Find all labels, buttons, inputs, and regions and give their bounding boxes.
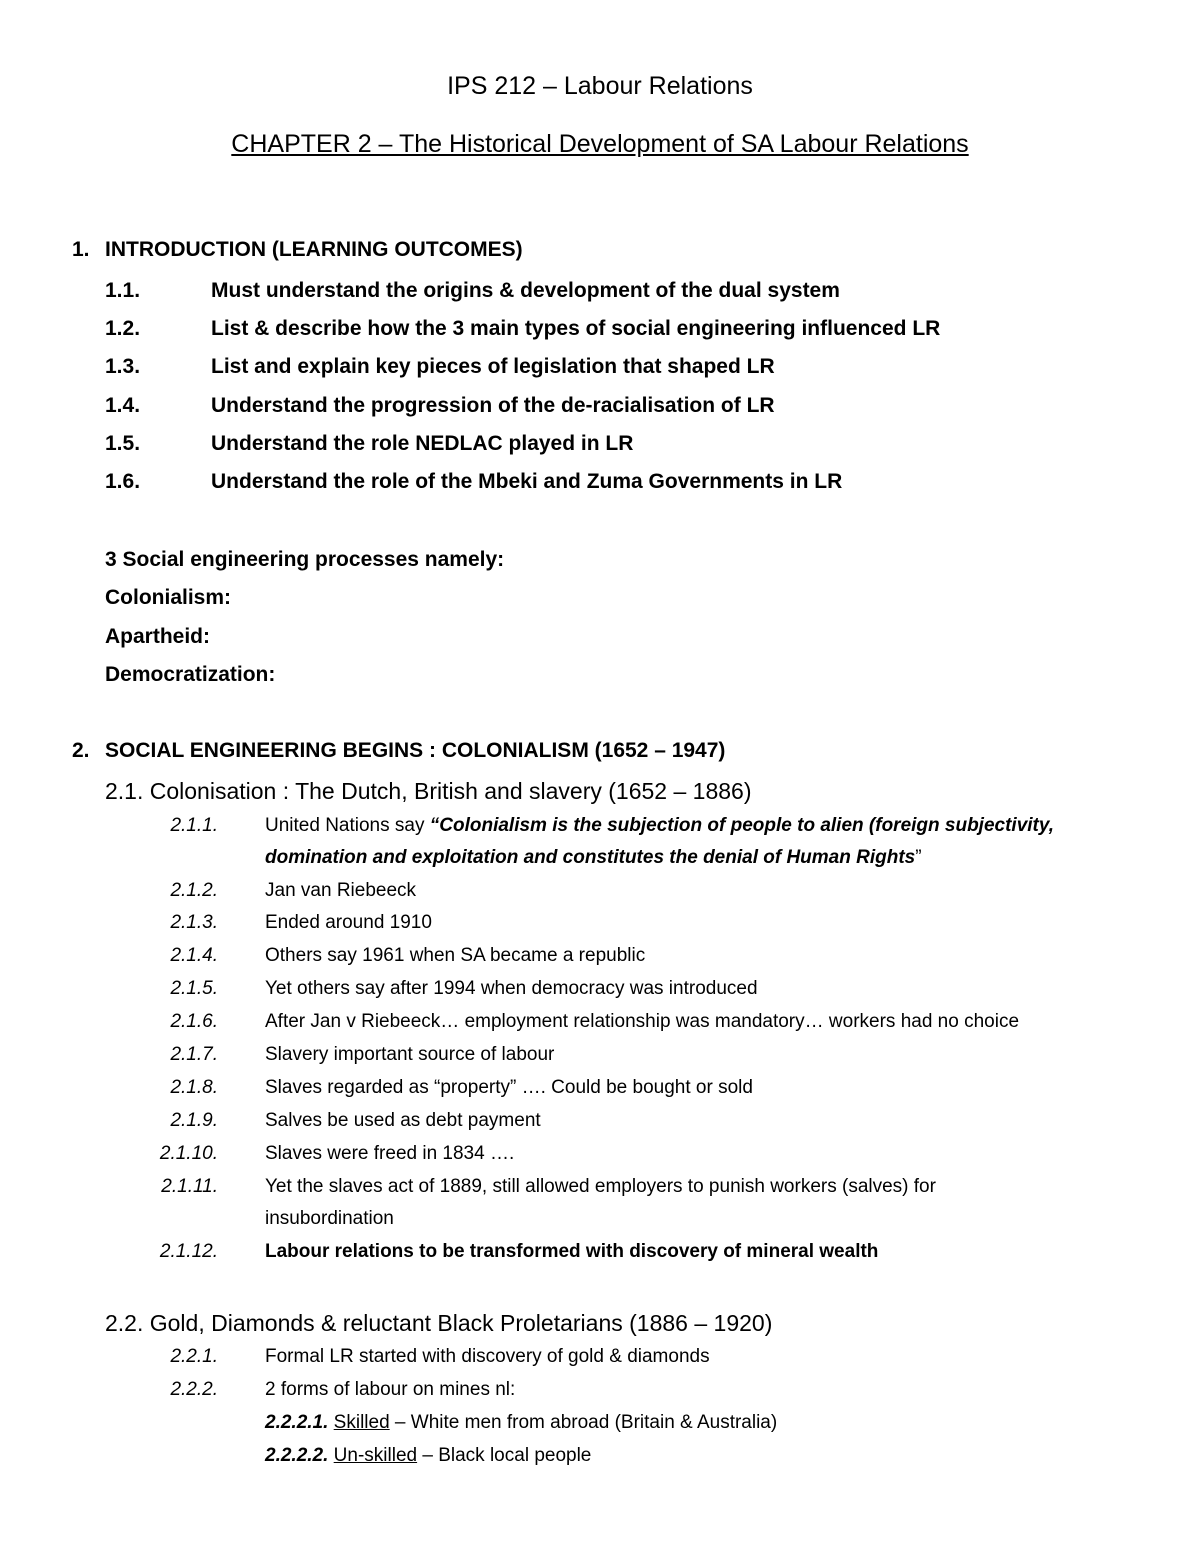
outcome-1-number: 1.1. <box>105 279 141 302</box>
chapter-title: CHAPTER 2 – The Historical Development of SA Labour Relations <box>231 130 969 158</box>
item-text: Slavery important source of labour <box>265 1044 555 1065</box>
item-text-quote-continued: domination and exploitation and constitutes the denial of Human Rights <box>265 847 916 868</box>
outcome-4-number: 1.4. <box>105 394 141 417</box>
outcome-1-text: Must understand the origins & development of the dual system <box>211 279 840 302</box>
item-number: 2.1.6. <box>170 1011 218 1032</box>
item-text-plain: United Nations say <box>265 815 430 836</box>
outcome-3-text: List and explain key pieces of legislation that shaped LR <box>211 355 775 378</box>
process-colonialism: Colonialism: <box>105 586 232 609</box>
item-text: Salves be used as debt payment <box>265 1110 541 1131</box>
item-number: 2.1.5. <box>170 978 218 999</box>
outcome-2-number: 1.2. <box>105 317 141 340</box>
processes-heading: 3 Social engineering processes namely: <box>105 548 505 571</box>
process-democratization: Democratization: <box>105 663 276 686</box>
outcome-3-number: 1.3. <box>105 355 141 378</box>
item-text: After Jan v Riebeeck… employment relationship was mandatory… workers had no choice <box>265 1011 1020 1032</box>
outcome-5-text: Understand the role NEDLAC played in LR <box>211 432 634 455</box>
item-label: Skilled <box>333 1412 390 1433</box>
item-number: 2.2.2.2. <box>265 1445 329 1466</box>
item-number: 2.1.1. <box>170 815 218 836</box>
item-2-1-1-continued <box>265 847 922 869</box>
outcome-6-text: Understand the role of the Mbeki and Zuma Governments in LR <box>211 470 843 493</box>
item-number: 2.1.8. <box>170 1077 218 1098</box>
section-2-number: 2. <box>72 739 90 762</box>
section-2-heading <box>72 739 726 763</box>
item-text: Jan van Riebeeck <box>265 880 417 901</box>
subsection-2-2-heading: 2.2. Gold, Diamonds & reluctant Black Proletarians (1886 – 1920) <box>105 1310 773 1336</box>
subsection-2-1-heading: 2.1. Colonisation : The Dutch, British and slavery (1652 – 1886) <box>105 778 752 804</box>
section-2-title: SOCIAL ENGINEERING BEGINS : COLONIALISM (1652 – 1947) <box>105 739 726 762</box>
outcome-4-text: Understand the progression of the de-racialisation of LR <box>211 394 775 417</box>
process-apartheid: Apartheid: <box>105 625 210 648</box>
outcome-6-number: 1.6. <box>105 470 141 493</box>
item-text-quote-end: ” <box>915 847 922 868</box>
item-2-1-11-continued: insubordination <box>265 1208 394 1229</box>
item-label: Un-skilled <box>333 1445 418 1466</box>
item-number: 2.1.4. <box>170 945 218 966</box>
item-2-2-2-2 <box>265 1445 591 1467</box>
item-text: – White men from abroad (Britain & Australia) <box>389 1412 778 1433</box>
outcome-2-text: List & describe how the 3 main types of social engineering influenced LR <box>211 317 941 340</box>
item-number: 2.1.7. <box>170 1044 218 1065</box>
item-text: Formal LR started with discovery of gold & diamonds <box>265 1346 710 1367</box>
item-text: Slaves regarded as “property” …. Could be bought or sold <box>265 1077 753 1098</box>
item-text: Ended around 1910 <box>265 912 432 933</box>
item-number: 2.1.2. <box>170 880 218 901</box>
section-1-title: INTRODUCTION (LEARNING OUTCOMES) <box>105 238 523 261</box>
item-text: Others say 1961 when SA became a republic <box>265 945 646 966</box>
document-title: IPS 212 – Labour Relations <box>447 72 753 100</box>
section-1-heading <box>72 238 523 262</box>
item-text: – Black local people <box>417 1445 592 1466</box>
item-text: Labour relations to be transformed with discovery of mineral wealth <box>265 1241 879 1262</box>
item-number: 2.1.10. <box>159 1143 218 1164</box>
item-number: 2.2.1. <box>170 1346 218 1367</box>
item-text: Yet others say after 1994 when democracy was introduced <box>265 978 758 999</box>
item-number: 2.1.11. <box>161 1176 218 1197</box>
item-2-2-2-1 <box>265 1412 777 1434</box>
item-text: 2 forms of labour on mines nl: <box>265 1379 516 1400</box>
item-number: 2.1.9. <box>170 1110 218 1131</box>
item-text-quote: “Colonialism is the subjection of people to alien (foreign subjectivity, <box>429 815 1055 836</box>
outcome-5-number: 1.5. <box>105 432 141 455</box>
item-number: 2.2.2. <box>170 1379 218 1400</box>
section-1-number: 1. <box>72 238 90 261</box>
item-text: Yet the slaves act of 1889, still allowed employers to punish workers (salves) for <box>265 1176 936 1197</box>
item-number: 2.2.2.1. <box>265 1412 329 1433</box>
item-number: 2.1.3. <box>170 912 218 933</box>
item-text: Slaves were freed in 1834 …. <box>265 1143 515 1164</box>
item-number: 2.1.12. <box>159 1241 218 1262</box>
